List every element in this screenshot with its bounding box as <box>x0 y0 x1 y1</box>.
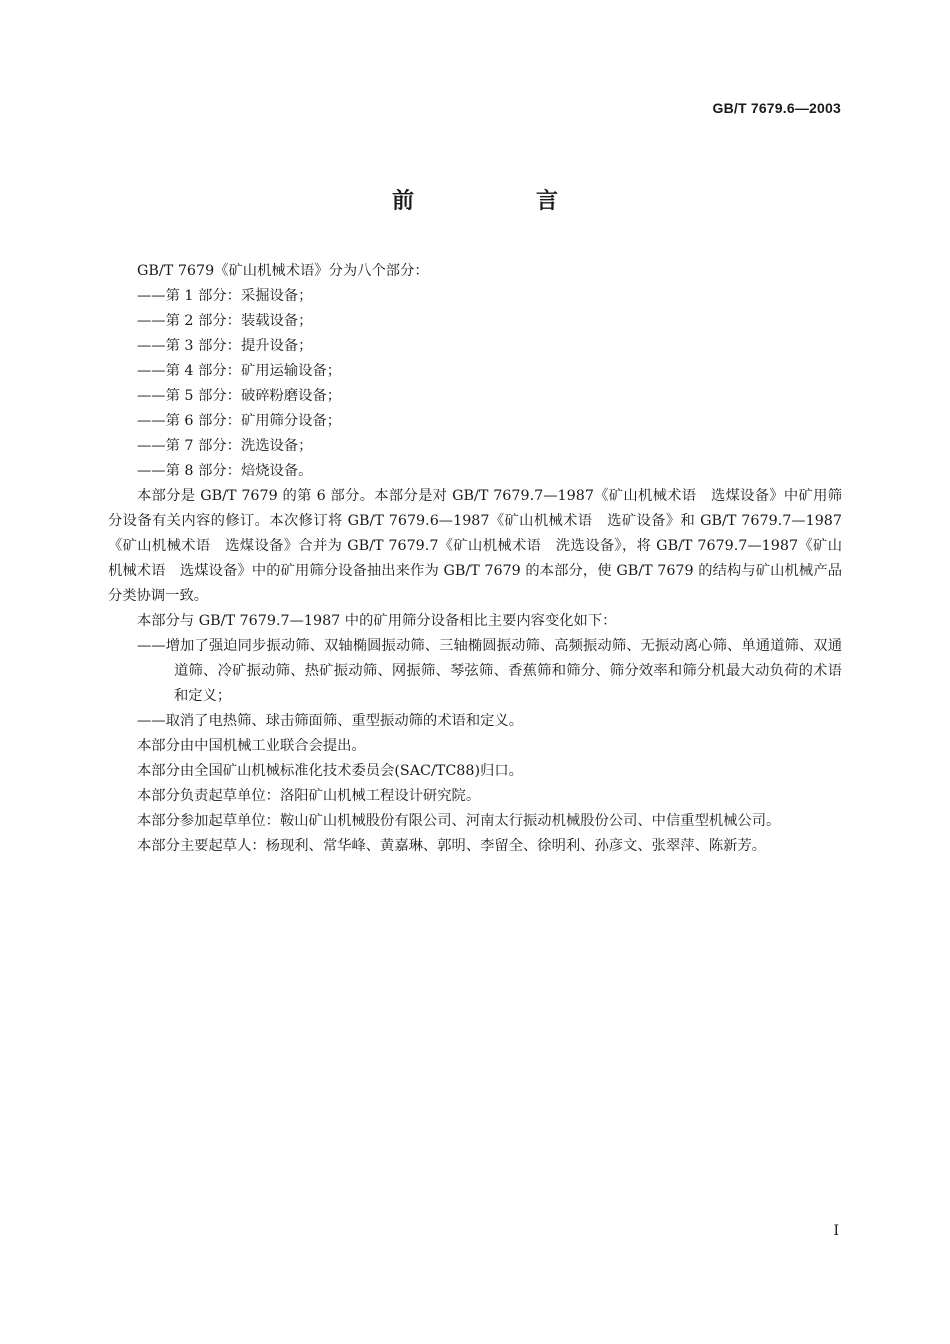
participating-units-paragraph: 本部分参加起草单位：鞍山矿山机械股份有限公司、河南太行振动机械股份公司、中信重型机械公司。 <box>137 813 781 829</box>
list-item-part-5: ——第 5 部分：破碎粉磨设备； <box>137 388 342 404</box>
drafters-paragraph: 本部分主要起草人：杨现利、常华峰、黄嘉琳、郭明、李留全、徐明利、孙彦文、张翠萍、陈新芳。 <box>137 838 767 854</box>
list-item-part-8: ——第 8 部分：焙烧设备。 <box>137 463 313 479</box>
standard-number: GB/T 7679.6—2003 <box>712 100 841 116</box>
list-item-part-6: ——第 6 部分：矿用筛分设备； <box>137 413 342 429</box>
centralized-by-paragraph: 本部分由全国矿山机械标准化技术委员会(SAC/TC88)归口。 <box>137 763 523 779</box>
drafting-unit-paragraph: 本部分负责起草单位：洛阳矿山机械工程设计研究院。 <box>137 788 481 804</box>
page-number: I <box>833 1223 839 1239</box>
change-item-removed: ——取消了电热筛、球击筛面筛、重型振动筛的术语和定义。 <box>137 713 524 729</box>
list-item-part-3: ——第 3 部分：提升设备； <box>137 338 313 354</box>
list-item-part-7: ——第 7 部分：洗选设备； <box>137 438 313 454</box>
proposed-by-paragraph: 本部分由中国机械工业联合会提出。 <box>137 738 366 754</box>
change-item-added: ——增加了强迫同步振动筛、双轴椭圆振动筛、三轴椭圆振动筛、高频振动筛、无振动离心筛、单通道筛、双通道筛、冷矿振动筛、热矿振动筛、网振筛、琴弦筛、香蕉筛和筛分、筛分效率和筛分机最大动负荷的术语和定义； <box>137 638 842 704</box>
page-title: 前 言 <box>391 189 608 214</box>
list-item-part-2: ——第 2 部分：装载设备； <box>137 313 313 329</box>
list-item-part-4: ——第 4 部分：矿用运输设备； <box>137 363 342 379</box>
intro-paragraph: GB/T 7679《矿山机械术语》分为八个部分： <box>137 263 429 279</box>
changes-intro-paragraph: 本部分与 GB/T 7679.7—1987 中的矿用筛分设备相比主要内容变化如下： <box>137 613 617 629</box>
list-item-part-1: ——第 1 部分：采掘设备； <box>137 288 313 304</box>
foreword-body <box>108 259 842 859</box>
revision-paragraph: 本部分是 GB/T 7679 的第 6 部分。本部分是对 GB/T 7679.7—1987《矿山机械术语 选煤设备》中矿用筛分设备有关内容的修订。本次修订将 GB/T 7679.6—1987《矿山机械术语 选矿设备》和 GB/T 7679.7—1987《矿山机械术语 选煤设备》合并为 GB/T 7679.7《矿山机械术语 洗选设备》，将 GB/T 7679.7—1987《矿山机械术语 选煤设备》中的矿用筛分设备抽出来作为 GB/T 7679 的本部分，使 GB/T 7679 的结构与矿山机械产品分类协调一致。 <box>108 488 842 604</box>
